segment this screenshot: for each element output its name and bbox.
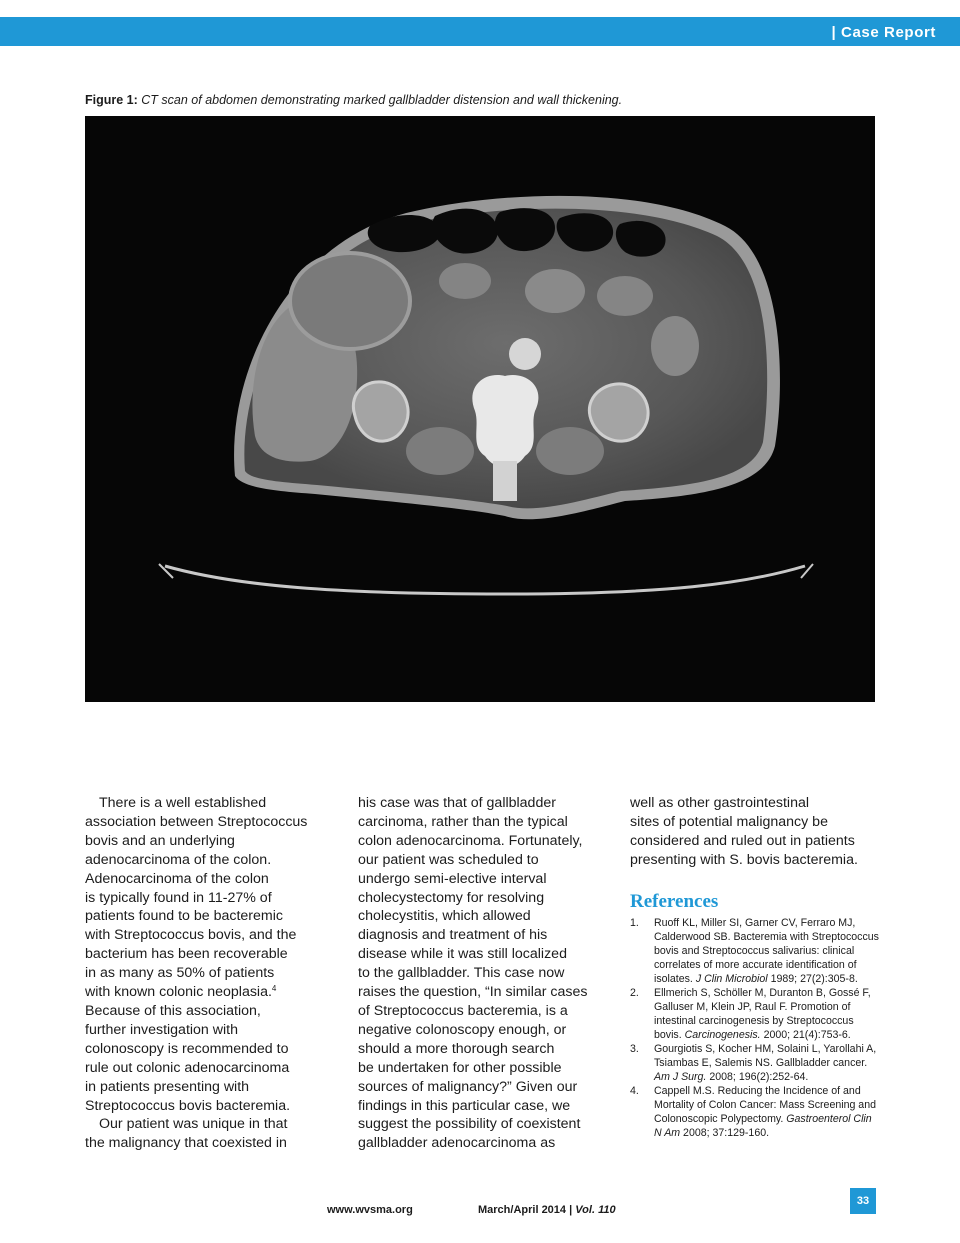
body-column-2 xyxy=(358,794,608,1153)
text-line: There is a well established xyxy=(99,795,267,811)
reference-body xyxy=(654,916,880,986)
figure-label: Figure 1: xyxy=(85,93,138,107)
footer-url[interactable]: www.wvsma.org xyxy=(327,1204,413,1216)
text-line: gallbladder adenocarcinoma as xyxy=(358,1135,556,1152)
body-column-1 xyxy=(85,794,335,1153)
text-line: bovis and an underlying xyxy=(85,832,235,849)
footer-separator: | xyxy=(569,1204,573,1216)
page-number: 33 xyxy=(850,1188,876,1214)
body-paragraph-2-end xyxy=(630,794,880,870)
text-line: his case was that of gallbladder xyxy=(358,795,556,811)
body-column-3 xyxy=(630,794,880,870)
text-line: further investigation with xyxy=(85,1021,238,1038)
citation-superscript: 4 xyxy=(271,984,277,994)
reference-number: 2. xyxy=(630,987,639,999)
text-line: rule out colonic adenocarcinoma xyxy=(85,1059,290,1076)
text-line: considered and ruled out in patients xyxy=(630,832,855,849)
reference-number: 3. xyxy=(630,1043,639,1055)
body-paragraph-1 xyxy=(85,794,335,1115)
text-line: with Streptococcus bovis, and the xyxy=(85,927,297,944)
text-line: with known colonic neoplasia. xyxy=(85,984,272,1001)
reference-journal: Gastroenterol Clin N Am xyxy=(654,1113,872,1139)
reference-body xyxy=(654,1042,880,1084)
text-line: presenting with S. bovis bacteremia. xyxy=(630,851,858,868)
text-line: be undertaken for other possible xyxy=(358,1059,562,1076)
reference-journal: Am J Surg. xyxy=(654,1071,707,1083)
figure-caption-text: CT scan of abdomen demonstrating marked gallbladder distension and wall thickening. xyxy=(141,93,623,107)
text-line: negative colonoscopy enough, or xyxy=(358,1021,567,1038)
reference-tail: 2008; 196(2):252-64. xyxy=(709,1071,809,1083)
footer-volume: Vol. 110 xyxy=(575,1204,616,1216)
reference-number: 1. xyxy=(630,917,639,929)
text-line: bacterium has been recoverable xyxy=(85,946,288,963)
ct-scan-image xyxy=(85,116,875,702)
text-line: suggest the possibility of coexistent xyxy=(358,1116,581,1133)
reference-tail: 2008; 37:129-160. xyxy=(683,1127,770,1139)
text-line: in patients presenting with xyxy=(85,1078,250,1095)
text-line: colon adenocarcinoma. Fortunately, xyxy=(358,832,583,849)
text-line: undergo semi-elective interval xyxy=(358,870,547,887)
text-line: colonoscopy is recommended to xyxy=(85,1040,289,1057)
text-line: association between Streptococcus xyxy=(85,813,308,830)
figure-caption xyxy=(85,93,885,107)
text-line: disease while it was still localized xyxy=(358,946,567,963)
body-paragraph-2-cont xyxy=(358,794,608,1153)
text-line: Our patient was unique in that xyxy=(99,1116,288,1133)
text-line: cholecystitis, which allowed xyxy=(358,908,531,925)
text-line: our patient was scheduled to xyxy=(358,851,539,868)
text-line: Streptococcus bovis bacteremia. xyxy=(85,1097,291,1114)
reference-text: Cappell M.S. Reducing the Incidence of and Mortality of Colon Cancer: Mass Screening and Colonoscopic Polypectomy. xyxy=(654,1085,876,1125)
reference-body xyxy=(654,986,880,1042)
reference-number: 4. xyxy=(630,1085,639,1097)
reference-item xyxy=(630,1042,880,1084)
reference-body xyxy=(654,1084,880,1140)
body-paragraph-2 xyxy=(85,1115,335,1153)
text-line: diagnosis and treatment of his xyxy=(358,927,548,944)
reference-tail: 1989; 27(2):305-8. xyxy=(770,973,858,985)
text-line: should a more thorough search xyxy=(358,1040,555,1057)
reference-tail: 2000; 21(4):753-6. xyxy=(763,1029,851,1041)
text-line: is typically found in 11-27% of xyxy=(85,889,272,906)
references-heading: References xyxy=(630,891,719,912)
text-line: raises the question, “In similar cases xyxy=(358,984,588,1001)
section-label: | Case Report xyxy=(831,24,936,41)
reference-item xyxy=(630,986,880,1042)
text-line: well as other gastrointestinal xyxy=(630,795,810,811)
reference-text: Ellmerich S, Schöller M, Duranton B, Gossé F, Galluser M, Klein JP, Raul F. Promotion of intestinal carcinogenesis by Streptococcus bovis. xyxy=(654,987,871,1041)
text-line: sources of malignancy?” Given our xyxy=(358,1078,578,1095)
footer-issue xyxy=(478,1204,616,1216)
text-line: in as many as 50% of patients xyxy=(85,965,275,982)
text-line: to the gallbladder. This case now xyxy=(358,965,565,982)
reference-text: Gourgiotis S, Kocher HM, Solaini L, Yarollahi A, Tsiambas E, Salemis NS. Gallbladder cancer. xyxy=(654,1043,877,1069)
text-line: patients found to be bacteremic xyxy=(85,908,283,925)
text-line: the malignancy that coexisted in xyxy=(85,1135,287,1152)
text-line: carcinoma, rather than the typical xyxy=(358,813,568,830)
reference-journal: Carcinogenesis. xyxy=(684,1029,761,1041)
footer-date: March/April 2014 xyxy=(478,1204,567,1216)
reference-item xyxy=(630,1084,880,1140)
text-line: of Streptococcus bacteremia, is a xyxy=(358,1002,568,1019)
text-line: Adenocarcinoma of the colon xyxy=(85,870,269,887)
reference-item xyxy=(630,916,880,986)
references-list xyxy=(630,916,880,1140)
text-line: Because of this association, xyxy=(85,1002,261,1019)
reference-text: Ruoff KL, Miller SI, Garner CV, Ferraro MJ, Calderwood SB. Bacteremia with Streptococcus bovis and Streptococcus salivarius: clinical correlates of more accurate identification of isolates. xyxy=(654,917,879,985)
text-line: adenocarcinoma of the colon. xyxy=(85,851,272,868)
header-bar xyxy=(0,17,960,46)
text-line: cholecystectomy for resolving xyxy=(358,889,545,906)
reference-journal: J Clin Microbiol xyxy=(695,973,768,985)
text-line: findings in this particular case, we xyxy=(358,1097,571,1114)
text-line: sites of potential malignancy be xyxy=(630,813,828,830)
